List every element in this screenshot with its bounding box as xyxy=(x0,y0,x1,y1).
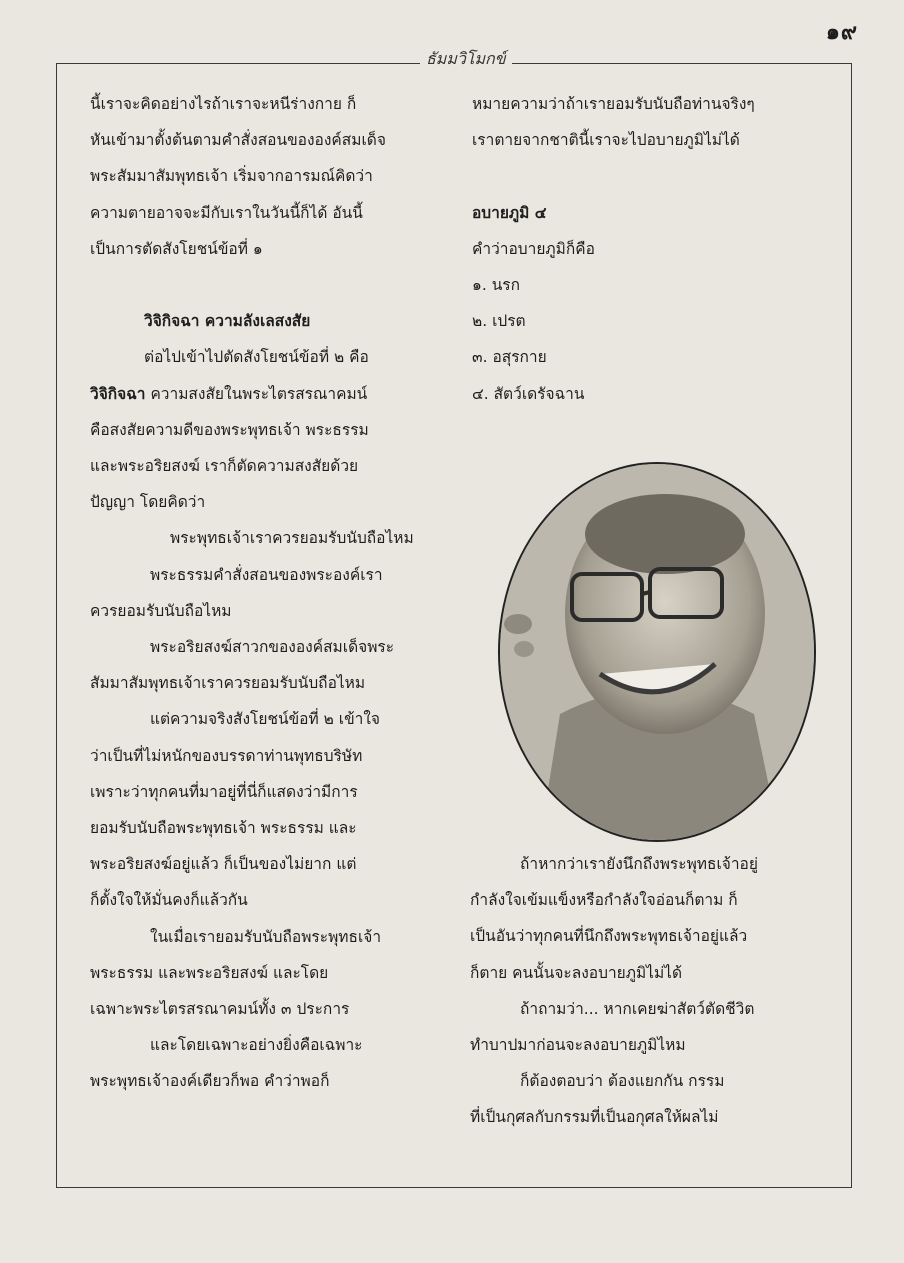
text-line: คำว่าอบายภูมิก็คือ xyxy=(472,239,595,258)
section-heading: อบายภูมิ ๔ xyxy=(472,203,547,222)
text-line: สัมมาสัมพุทธเจ้าเราควรยอมรับนับถือไหม xyxy=(90,674,366,693)
text-line: พระอริยสงฆ์อยู่แล้ว ก็เป็นของไม่ยาก แต่ xyxy=(90,855,357,874)
list-item: ๔. สัตว์เดรัจฉาน xyxy=(472,384,585,403)
page-number: ๑๙ xyxy=(825,20,858,45)
list-item: ๑. นรก xyxy=(472,276,520,294)
list-item: ๒. เปรต xyxy=(472,312,526,331)
header-title: ธัมมวิโมกข์ xyxy=(420,47,512,72)
list-item: ๓. อสุรกาย xyxy=(472,348,547,367)
text-line: เราตายจากชาตินี้เราจะไปอบายภูมิไม่ได้ xyxy=(472,131,740,150)
text-line: พระอริยสงฆ์สาวกขององค์สมเด็จพระ xyxy=(150,638,395,657)
text-line: ความตายอาจจะมีกับเราในวันนี้ก็ได้ อันนี้ xyxy=(90,203,363,222)
text-line: วิจิกิจฉา ความสงสัยในพระไตรสรณาคมน์ xyxy=(90,384,368,403)
text-line: นี้เราจะคิดอย่างไรถ้าเราจะหนีร่างกาย ก็ xyxy=(90,95,357,113)
right-column-top xyxy=(472,86,832,412)
text-line: และพระอริยสงฆ์ เราก็ตัดความสงสัยด้วย xyxy=(90,457,359,476)
text-line: พระธรรมคำสั่งสอนของพระองค์เรา xyxy=(150,565,383,584)
text-line: พระธรรม และพระอริยสงฆ์ และโดย xyxy=(90,963,329,982)
text-line: ว่าเป็นที่ไม่หนักของบรรดาท่านพุทธบริษัท xyxy=(90,746,363,765)
text-line: พระสัมมาสัมพุทธเจ้า เริ่มจากอารมณ์คิดว่า xyxy=(90,167,373,186)
section-heading: วิจิกิจฉา ความลังเลสงสัย xyxy=(144,312,311,331)
text-line: เฉพาะพระไตรสรณาคมน์ทั้ง ๓ ประการ xyxy=(90,1000,350,1019)
text-line: เป็นการตัดสังโยชน์ข้อที่ ๑ xyxy=(90,239,263,258)
text-line: กำลังใจเข้มแข็งหรือกำลังใจอ่อนก็ตาม ก็ xyxy=(470,891,738,910)
text-line: หมายความว่าถ้าเรายอมรับนับถือท่านจริงๆ xyxy=(472,95,755,113)
left-column xyxy=(90,86,450,1100)
text-line: แต่ความจริงสังโยชน์ข้อที่ ๒ เข้าใจ xyxy=(150,710,381,729)
text-line: เพราะว่าทุกคนที่มาอยู่ที่นี่ก็แสดงว่ามีการ xyxy=(90,782,358,801)
text-line: ในเมื่อเรายอมรับนับถือพระพุทธเจ้า xyxy=(150,927,382,946)
text-line: ควรยอมรับนับถือไหม xyxy=(90,601,232,620)
text-line: หันเข้ามาตั้งต้นตามคำสั่งสอนขององค์สมเด็จ xyxy=(90,131,386,150)
text-line: เป็นอันว่าทุกคนที่นึกถึงพระพุทธเจ้าอยู่แล้ว xyxy=(470,927,748,946)
right-column-bottom xyxy=(470,846,830,1136)
text-line: ปัญญา โดยคิดว่า xyxy=(90,493,206,512)
text-line: และโดยเฉพาะอย่างยิ่งคือเฉพาะ xyxy=(150,1036,363,1055)
text-line: ที่เป็นกุศลกับกรรมที่เป็นอกุศลให้ผลไม่ xyxy=(470,1108,719,1127)
text-line: ทำบาปมาก่อนจะลงอบายภูมิไหม xyxy=(470,1036,686,1055)
text-line: ถ้าถามว่า... หากเคยฆ่าสัตว์ตัดชีวิต xyxy=(520,999,755,1018)
text-line: ถ้าหากว่าเรายังนึกถึงพระพุทธเจ้าอยู่ xyxy=(520,855,758,873)
text-line: พระพุทธเจ้าองค์เดียวก็พอ คำว่าพอก็ xyxy=(90,1072,330,1091)
hell-realm-list xyxy=(472,267,832,412)
text-line: ก็ตั้งใจให้มั่นคงก็แล้วกัน xyxy=(90,891,248,910)
text-line: คือสงสัยความดีของพระพุทธเจ้า พระธรรม xyxy=(90,420,369,439)
text-line: ก็ตาย คนนั้นจะลงอบายภูมิไม่ได้ xyxy=(470,963,683,982)
text-line: ต่อไปเข้าไปตัดสังโยชน์ข้อที่ ๒ คือ xyxy=(144,348,369,367)
monk-portrait xyxy=(498,462,816,842)
text-line: ก็ต้องตอบว่า ต้องแยกกัน กรรม xyxy=(520,1072,725,1091)
text-line: ยอมรับนับถือพระพุทธเจ้า พระธรรม และ xyxy=(90,819,357,838)
text-line: พระพุทธเจ้าเราควรยอมรับนับถือไหม xyxy=(170,529,414,548)
